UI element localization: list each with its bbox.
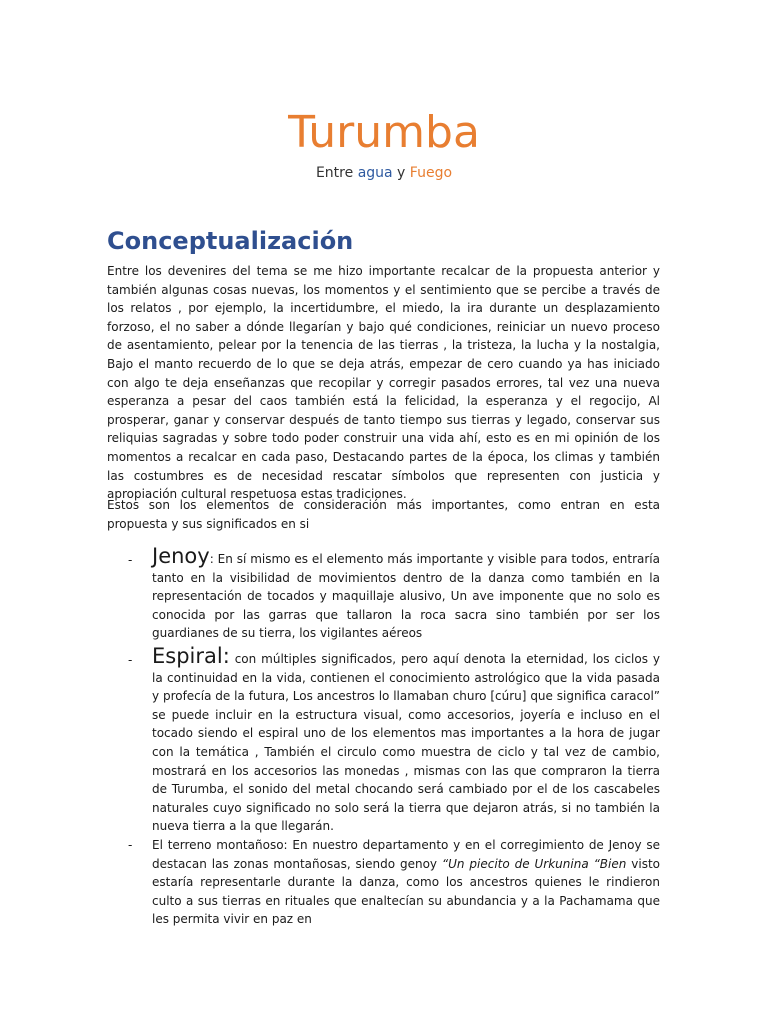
list-item-terreno [107,836,660,929]
list-item-text: : En sí mismo es el elemento más importante y visible para todos, entraría tanto en la visibilidad de movimientos dentro de la danza como también en la representación de tocados y maquillaje alusivo, Un ave imponente que no solo es conocida por las garras que tallaron la roca sacra sino también por ser los guardianes de su tierra, los vigilantes aéreos [152,552,660,641]
section-heading: Conceptualización [107,227,354,255]
list-item-text: con múltiples significados, pero aquí denota la eternidad, los ciclos y la continuidad en la vida, contienen el conocimiento astrológico que la vida pasada y profecía de la futura, Los ancestros lo llamaban churo [cúru] que significa caracol” se puede incluir en la estructura visual, como accesorios, joyería e incluso en el tocado siendo el espiral uno de los elementos mas importantes a la hora de jugar con la temática , También el circulo como muestra de ciclo y tal vez de cambio, mostrará en los accesorios las monedas , mismas con las que compraron la tierra de Turumba, el sonido del metal chocando será cambiado por el de los cascabeles naturales cuyo significado no solo será la tierra que dejaron atrás, si no también la nueva tierra a la que llegarán. [152,651,660,834]
list-dash: - [128,837,133,852]
list-item-jenoy [107,545,660,643]
list-item-title: Jenoy [152,544,210,568]
subtitle-word-fuego: Fuego [409,165,453,181]
subtitle-text-1: Entre [315,165,358,181]
list-dash: - [128,652,133,667]
paragraph-intro: Entre los devenires del tema se me hizo importante recalcar de la propuesta anterior y también algunas cosas nuevas, los momentos y el sentimiento que se percibe a través de los relatos , por ejemplo, la incertidumbre, el miedo, la ira durante un desplazamiento forzoso, el no saber a dónde llegarían y bajo qué condiciones, reiniciar un nuevo proceso de asentamiento, pelear por la tenencia de las tierras , la tristeza, la lucha y la nostalgia, Bajo el manto recuerdo de lo que se deja atrás, empezar de cero cuando ya has iniciado con algo te deja enseñanzas que recopilar y corregir pasados errores, tal vez una nueva esperanza a pesar del caos también está la felicidad, la esperanza y el regocijo, Al prosperar, ganar y conservar después de tanto tiempo sus tierras y legado, conservar sus reliquias sagradas y sobre todo poder construir una vida ahí, esto es en mi opinión de los momentos a recalcar en cada paso, Destacando partes de la época, los climas y también las costumbres es de necesidad rescatar símbolos que representen con justicia y apropiación cultural respetuosa estas tradiciones. [107,264,660,502]
document-title: Turumba [288,107,480,158]
subtitle-text-2: y [392,165,410,181]
list-item-text: El terreno montañoso: En nuestro departamento y en el corregimiento de Jenoy se destacan las zonas montañosas, siendo genoy [152,837,660,871]
paragraph-elements: Estos son los elementos de consideración más importantes, como entran en esta propuesta y sus significados en si [107,498,660,531]
list-item-quote: “Un piecito de Urkunina “Bien [441,856,627,871]
document-subtitle [0,164,768,182]
list-item-espiral [107,645,660,836]
elements-list [107,545,660,929]
list-dash: - [128,553,133,567]
subtitle-word-agua: agua [357,165,393,181]
list-item-title: Espiral: [152,643,230,668]
list-item-text: visto estaría representarle durante la danza, como los ancestros quienes le rindieron culto a sus tierras en rituales que enaltecían su abundancia y a la Pachamama que les permita vivir en paz en [152,856,660,927]
